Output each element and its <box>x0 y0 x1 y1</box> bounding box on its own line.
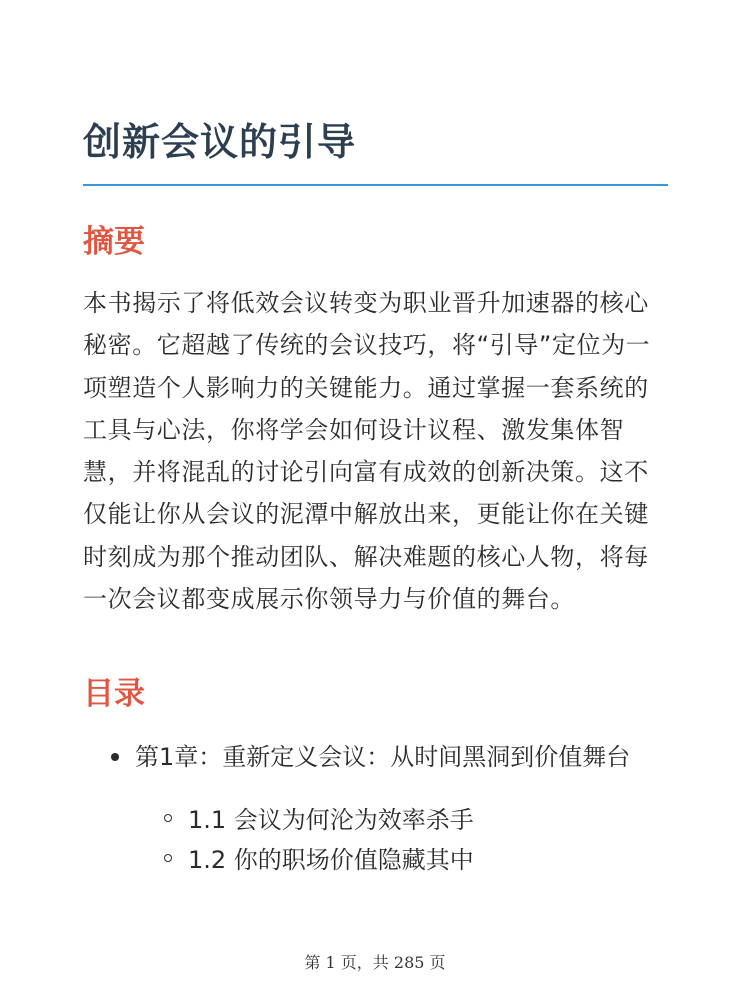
toc-chapter-item <box>83 738 673 880</box>
bullet-circle-icon <box>164 854 172 862</box>
toc-section-label: 1.1 会议为何沦为效率杀手 <box>188 806 474 834</box>
toc-section-label: 1.2 你的职场价值隐藏其中 <box>188 846 474 874</box>
page-number-footer: 第 1 页，共 285 页 <box>304 953 446 972</box>
toc-list <box>83 738 673 880</box>
toc-chapter-label: 第1章：重新定义会议：从时间黑洞到价值舞台 <box>135 743 631 771</box>
bullet-circle-icon <box>164 814 172 822</box>
toc-section-list <box>135 800 673 880</box>
abstract-paragraph: 本书揭示了将低效会议转变为职业晋升加速器的核心秘密。它超越了传统的会议技巧，将“引导”定位为一项塑造个人影响力的关键能力。通过掌握一套系统的工具与心法，你将学会如何设计议程、激发集体智慧，并将混乱的讨论引向富有成效的创新决策。这不仅能让你从会议的泥潭中解放出来，更能让你在关键时刻成为那个推动团队、解决难题的核心人物，将每一次会议都变成展示你领导力与价值的舞台。 <box>83 289 651 614</box>
title-divider <box>83 184 668 186</box>
abstract-heading: 摘要 <box>83 224 145 260</box>
toc-section-item <box>135 800 673 840</box>
document-title: 创新会议的引导 <box>83 120 357 164</box>
toc-section-item <box>135 840 673 880</box>
bullet-disc-icon <box>111 753 119 761</box>
toc-heading: 目录 <box>83 676 145 712</box>
